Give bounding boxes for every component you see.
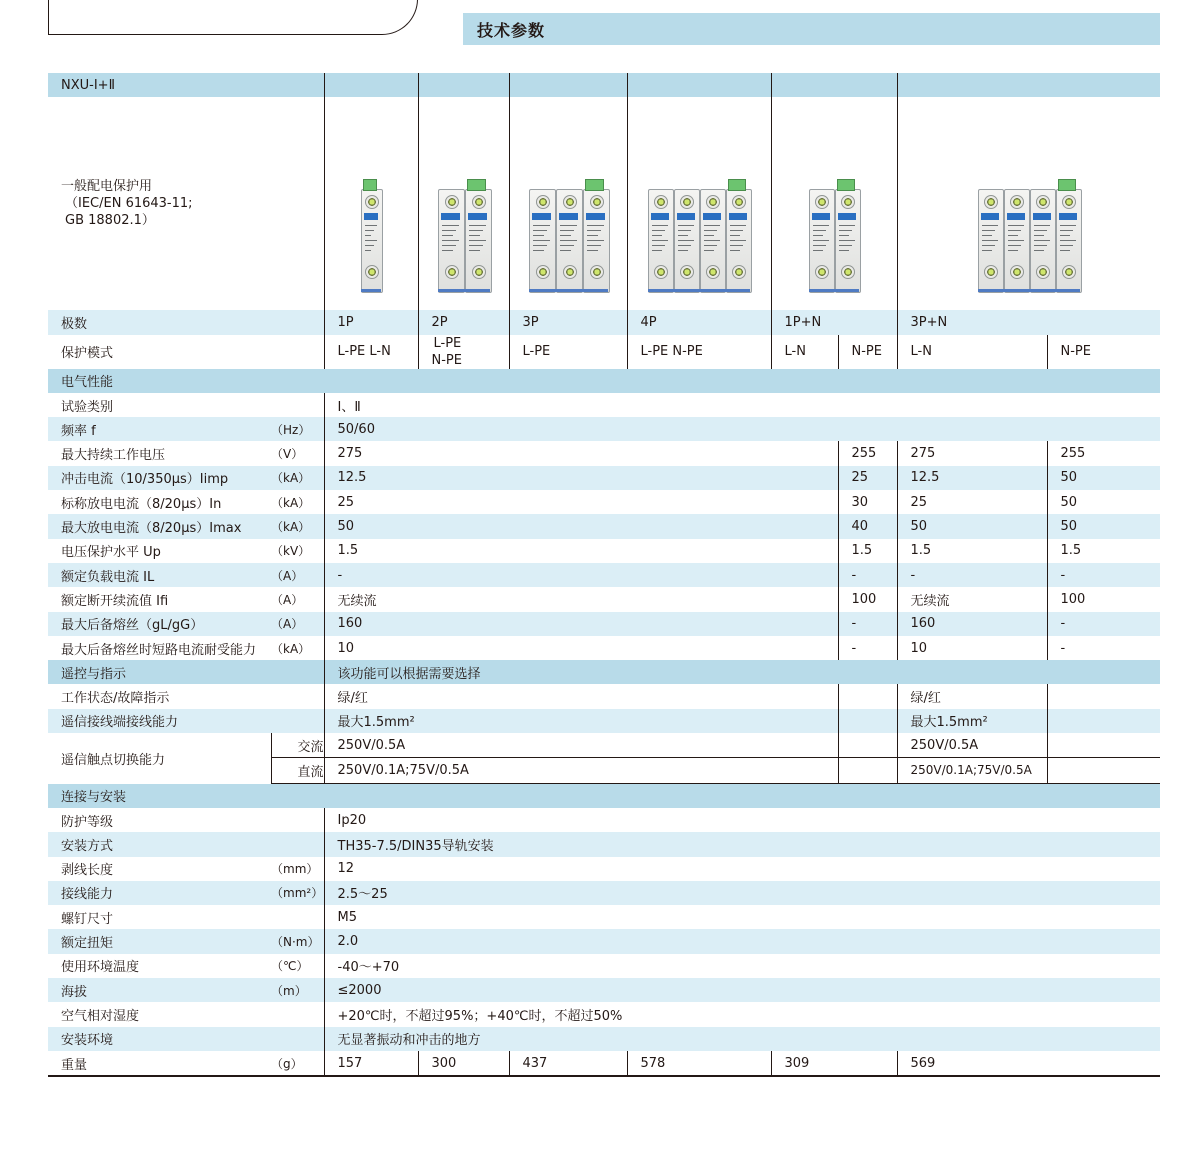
product-image-cell xyxy=(771,97,897,310)
ln-value: 160 xyxy=(897,612,1047,636)
protection-mode-label: 保护模式 xyxy=(61,346,114,362)
row-value: 2.0 xyxy=(324,929,1160,953)
weight-value: 578 xyxy=(627,1051,771,1076)
product-image-row xyxy=(48,97,1160,310)
mode-line: L-PE xyxy=(433,335,462,351)
application-line: GB 18802.1） xyxy=(65,213,155,229)
electrical-row xyxy=(48,441,1160,465)
spd-1p-n-photo xyxy=(772,97,897,310)
test-class-row xyxy=(48,393,1160,417)
npe-value: - xyxy=(838,563,897,587)
poles-row xyxy=(48,310,1160,334)
model-name: NXU-Ⅰ+Ⅱ xyxy=(48,73,324,97)
empty-cell xyxy=(1047,684,1160,708)
header-corner-frame xyxy=(48,0,418,35)
mode-value xyxy=(418,335,509,369)
row-label: 海拔 xyxy=(48,978,271,1002)
row-value: 1.5 xyxy=(324,539,838,563)
row-label: 试验类别 xyxy=(61,399,114,415)
spd-3p-n-photo xyxy=(898,97,1161,310)
section-title-bar xyxy=(463,13,1160,45)
npe-value: 40 xyxy=(838,514,897,538)
weight-value: 300 xyxy=(418,1051,509,1076)
unit-label: （kA） xyxy=(271,641,311,656)
row-value: 275 xyxy=(324,441,838,465)
ln-value: 1.5 xyxy=(897,539,1047,563)
row-value: M5 xyxy=(324,905,1160,929)
application-line: （IEC/EN 61643-11; xyxy=(65,196,193,212)
install-row xyxy=(48,808,1160,832)
ac-label: 交流 xyxy=(271,733,324,758)
ln-value: 12.5 xyxy=(897,466,1047,490)
row-label: 遥信接线端接线能力 xyxy=(48,709,324,733)
pole-value: 3P xyxy=(509,310,627,334)
row-value: -40～+70 xyxy=(324,954,1160,978)
ln-value: 最大1.5mm² xyxy=(897,709,1047,733)
ln-value: - xyxy=(897,563,1047,587)
product-image-cell xyxy=(509,97,627,310)
npe-value: 30 xyxy=(838,490,897,514)
unit-label: （V） xyxy=(271,447,304,462)
section-title: 遥控与指示 xyxy=(48,660,324,684)
row-label: 频率 f xyxy=(48,417,271,441)
row-value: 250V/0.1A;75V/0.5A xyxy=(324,758,838,783)
row-value: TH35-7.5/DIN35导轨安装 xyxy=(324,832,1160,856)
row-label: 最大持续工作电压 xyxy=(61,448,166,464)
electrical-row xyxy=(48,587,1160,611)
product-image-cell xyxy=(897,97,1160,310)
model-header-cell xyxy=(627,73,771,97)
row-value: +20℃时，不超过95%；+40℃时，不超过50% xyxy=(324,1002,1160,1026)
product-image-cell xyxy=(324,97,418,310)
application-line: 一般配电保护用 xyxy=(61,179,153,195)
pole-value: 1P+N xyxy=(771,310,897,334)
row-value: 50/60 xyxy=(324,417,1160,441)
install-row xyxy=(48,1027,1160,1051)
protection-mode-row xyxy=(48,335,1160,369)
mode-value: L-PE L-N xyxy=(324,335,418,369)
ln-value: 250V/0.1A;75V/0.5A xyxy=(897,758,1047,783)
ln-value: 10 xyxy=(897,636,1047,660)
unit-label xyxy=(271,832,324,856)
unit-label: （mm） xyxy=(271,862,319,877)
npe-value: 255 xyxy=(1047,441,1160,465)
weight-value: 569 xyxy=(897,1051,1160,1076)
row-label: 剥线长度 xyxy=(61,863,114,879)
row-label: 最大后备熔丝（gL/gG） xyxy=(48,612,271,636)
unit-label xyxy=(271,808,324,832)
unit-label: （A） xyxy=(271,563,324,587)
npe-value: 100 xyxy=(1047,587,1160,611)
row-label: 标称放电电流（8/20μs）In xyxy=(61,496,222,512)
install-row xyxy=(48,881,1160,905)
empty-cell xyxy=(838,684,897,708)
row-value: 250V/0.5A xyxy=(324,733,838,758)
mode-value: L-N xyxy=(771,335,838,369)
row-label: 接线能力 xyxy=(48,881,271,905)
electrical-row xyxy=(48,514,1160,538)
npe-value: 50 xyxy=(1047,490,1160,514)
row-label: 额定断开续流值 Ifi xyxy=(61,593,169,609)
row-label: 额定负载电流 IL xyxy=(48,563,271,587)
unit-label: （kV） xyxy=(271,544,311,559)
model-header-cell xyxy=(418,73,509,97)
application-description xyxy=(48,97,324,310)
model-header-cell xyxy=(897,73,1160,97)
pole-value: 2P xyxy=(418,310,509,334)
frequency-row xyxy=(48,417,1160,441)
row-label: 安装方式 xyxy=(48,832,271,856)
section-install xyxy=(48,783,1160,808)
npe-value: 255 xyxy=(838,441,897,465)
npe-value: 1.5 xyxy=(838,539,897,563)
poles-label: 极数 xyxy=(48,310,324,334)
unit-label: （℃） xyxy=(271,959,309,974)
empty-cell xyxy=(838,733,897,758)
section-title: 连接与安装 xyxy=(48,783,1160,808)
npe-value: 1.5 xyxy=(1047,539,1160,563)
row-label: 额定扭矩 xyxy=(48,929,271,953)
install-row xyxy=(48,832,1160,856)
section-electrical xyxy=(48,369,1160,393)
electrical-row xyxy=(48,539,1160,563)
row-label: 空气相对湿度 xyxy=(61,1008,140,1024)
row-label: 防护等级 xyxy=(61,814,114,830)
npe-value: 50 xyxy=(1047,514,1160,538)
install-row xyxy=(48,1002,1160,1026)
mode-value: N-PE xyxy=(838,335,897,369)
weight-value: 437 xyxy=(509,1051,627,1076)
npe-value: - xyxy=(838,612,897,636)
ln-value: 250V/0.5A xyxy=(897,733,1047,758)
install-row xyxy=(48,857,1160,881)
row-value: - xyxy=(324,563,838,587)
unit-label: （kA） xyxy=(271,495,311,510)
row-label: 安装环境 xyxy=(48,1027,271,1051)
row-value: 160 xyxy=(324,612,838,636)
install-row xyxy=(48,929,1160,953)
mode-value: L-N xyxy=(897,335,1047,369)
mode-value: N-PE xyxy=(1047,335,1160,369)
ln-value: 25 xyxy=(897,490,1047,514)
weight-value: 157 xyxy=(324,1051,418,1076)
mode-line: N-PE xyxy=(431,352,462,368)
row-value: 25 xyxy=(324,490,838,514)
unit-label xyxy=(271,1027,324,1051)
row-value: 绿/红 xyxy=(324,684,838,708)
product-image-cell xyxy=(627,97,771,310)
model-header-cell xyxy=(771,73,897,97)
empty-cell xyxy=(1047,709,1160,733)
spd-4p-photo xyxy=(628,97,771,310)
unit-label: （kA） xyxy=(271,466,324,490)
row-label: 使用环境温度 xyxy=(61,960,140,976)
status-row xyxy=(48,684,1160,708)
mode-value: L-PE xyxy=(509,335,627,369)
row-value: 10 xyxy=(324,636,838,660)
spd-1p-photo xyxy=(325,97,418,310)
unit-label: （A） xyxy=(271,592,304,607)
electrical-row xyxy=(48,466,1160,490)
row-value: Ⅰ、Ⅱ xyxy=(324,393,1160,417)
electrical-row xyxy=(48,490,1160,514)
npe-value: 100 xyxy=(838,587,897,611)
dc-label: 直流 xyxy=(271,758,324,783)
model-header-cell xyxy=(324,73,418,97)
install-row xyxy=(48,978,1160,1002)
empty-cell xyxy=(1047,733,1160,758)
product-image-cell xyxy=(418,97,509,310)
unit-label: （mm²） xyxy=(271,881,324,905)
terminal-row xyxy=(48,709,1160,733)
unit-label: （kA） xyxy=(271,514,324,538)
spd-2p-photo xyxy=(419,97,509,310)
empty-cell xyxy=(838,758,897,783)
remote-note: 该功能可以根据需要选择 xyxy=(324,660,1160,684)
ln-value: 50 xyxy=(897,514,1047,538)
page-title: 技术参数 xyxy=(477,20,546,40)
npe-value: - xyxy=(1047,612,1160,636)
row-value: 12.5 xyxy=(324,466,838,490)
ln-value: 275 xyxy=(897,441,1047,465)
row-value: Ip20 xyxy=(324,808,1160,832)
npe-value: - xyxy=(838,636,897,660)
spec-table xyxy=(48,73,1160,1077)
contact-ac-row xyxy=(48,733,1160,758)
install-row xyxy=(48,954,1160,978)
empty-cell xyxy=(838,709,897,733)
model-row xyxy=(48,73,1160,97)
electrical-row xyxy=(48,636,1160,660)
pole-value: 3P+N xyxy=(897,310,1160,334)
empty-cell xyxy=(1047,758,1160,783)
row-value: 无显著振动和冲击的地方 xyxy=(324,1027,1160,1051)
row-value: 12 xyxy=(324,857,1160,881)
unit-label xyxy=(271,1002,324,1026)
electrical-row xyxy=(48,612,1160,636)
unit-label: （N·m） xyxy=(271,929,324,953)
row-label: 工作状态/故障指示 xyxy=(61,691,170,707)
npe-value: - xyxy=(1047,563,1160,587)
unit-label xyxy=(271,905,324,929)
ln-value: 无续流 xyxy=(897,587,1047,611)
row-label: 遥信触点切换能力 xyxy=(61,752,166,768)
row-value: 无续流 xyxy=(324,587,838,611)
install-row xyxy=(48,905,1160,929)
ln-value: 绿/红 xyxy=(897,684,1047,708)
mode-value: L-PE N-PE xyxy=(627,335,771,369)
row-label: 最大后备熔丝时短路电流耐受能力 xyxy=(61,642,257,658)
weight-row xyxy=(48,1051,1160,1076)
unit-label: （g） xyxy=(271,1051,324,1076)
row-value: 2.5～25 xyxy=(324,881,1160,905)
npe-value: - xyxy=(1047,636,1160,660)
row-label: 重量 xyxy=(48,1051,271,1076)
row-label: 电压保护水平 Up xyxy=(61,545,161,561)
weight-value: 309 xyxy=(771,1051,897,1076)
row-label: 最大放电电流（8/20μs）Imax xyxy=(48,514,271,538)
unit-label: （m） xyxy=(271,978,324,1002)
unit-label: （Hz） xyxy=(271,417,324,441)
row-label: 冲击电流（10/350μs）Iimp xyxy=(48,466,271,490)
section-title: 电气性能 xyxy=(48,369,1160,393)
model-header-cell xyxy=(509,73,627,97)
npe-value: 25 xyxy=(838,466,897,490)
electrical-row xyxy=(48,563,1160,587)
row-value: ≤2000 xyxy=(324,978,1160,1002)
spd-3p-photo xyxy=(510,97,627,310)
npe-value: 50 xyxy=(1047,466,1160,490)
pole-value: 1P xyxy=(324,310,418,334)
section-remote xyxy=(48,660,1160,684)
row-value: 最大1.5mm² xyxy=(324,709,838,733)
row-value: 50 xyxy=(324,514,838,538)
row-label: 螺钉尺寸 xyxy=(61,911,114,927)
unit-label: （A） xyxy=(271,612,324,636)
pole-value: 4P xyxy=(627,310,771,334)
